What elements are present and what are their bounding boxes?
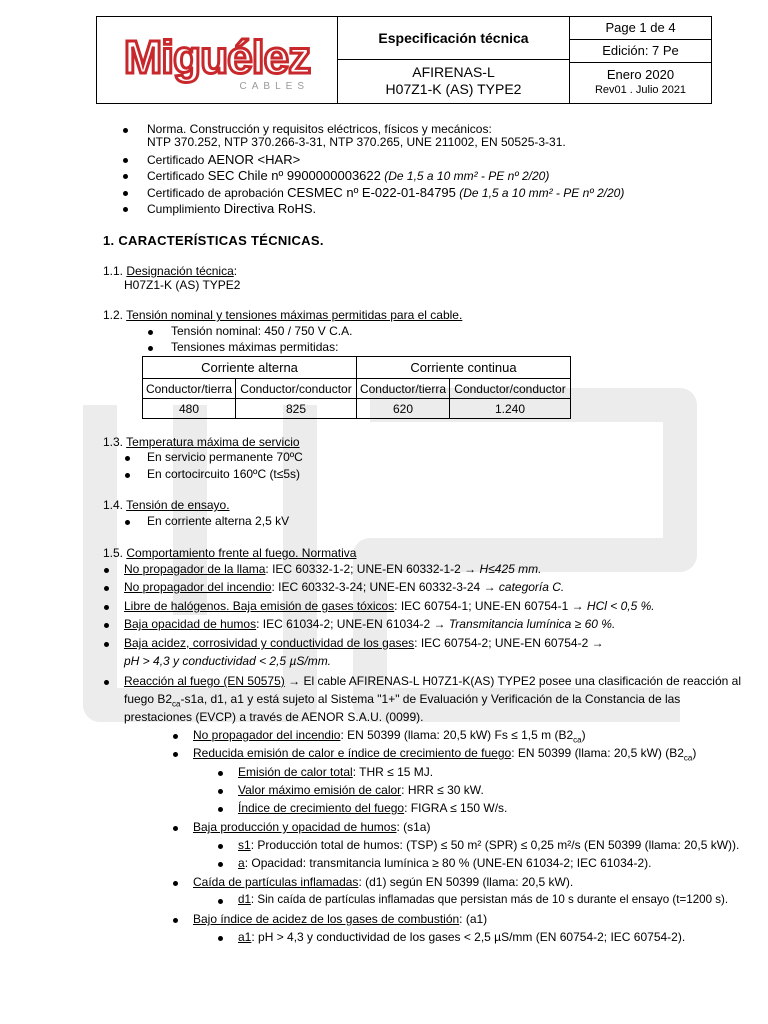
fire-item-2: No propagador del incendio: IEC 60332-3-24; UNE-EN 60332-3-24 → categoría C. bbox=[124, 580, 565, 594]
bullet-icon bbox=[125, 456, 130, 461]
sub-b1: Emisión de calor total: THR ≤ 15 MJ. bbox=[238, 765, 434, 779]
bullet-icon bbox=[218, 936, 223, 941]
rohs: Cumplimiento Directiva RoHS. bbox=[147, 201, 317, 216]
sub-b: Reducida emisión de calor e índice de crecimiento de fuego: EN 50399 (llama: 20,5 kW) $(B2_{ca})$ bbox=[193, 746, 697, 763]
bullet-icon bbox=[148, 346, 153, 351]
bullet-icon bbox=[104, 680, 109, 685]
table-cell: 480 bbox=[143, 399, 236, 419]
bullet-icon bbox=[104, 586, 109, 591]
s12-b2: Tensiones máximas permitidas: bbox=[171, 340, 339, 354]
bullet-icon bbox=[104, 568, 109, 573]
s11-value: H07Z1-K (AS) TYPE2 bbox=[124, 278, 241, 292]
fire-item-3: Libre de halógenos. Baja emisión de gases tóxicos: IEC 60754-1; UNE-EN 60754-1 → HCl < 0,5 %. bbox=[124, 599, 655, 613]
s15-heading: 1.5. Comportamiento frente al fuego. Normativa bbox=[103, 546, 357, 560]
title-cell bbox=[338, 17, 570, 103]
sub-c: Baja producción y opacidad de humos: (s1a) bbox=[193, 820, 431, 834]
fire-item-5: Baja acidez, corrosividad y conductividad de los gases: IEC 60754-2; UNE-EN 60754-2 → bbox=[124, 636, 604, 650]
s13-b1: En servicio permanente 70ºC bbox=[147, 450, 303, 464]
fire-item-5-cont: pH > 4,3 y conductividad < 2,5 µS/mm. bbox=[124, 654, 332, 668]
sub-b3: Índice de crecimiento del fuego: FIGRA ≤ 150 W/s. bbox=[238, 801, 508, 815]
table-row bbox=[143, 379, 571, 399]
bullet-icon bbox=[173, 826, 178, 831]
group-header: Corriente alterna bbox=[143, 357, 357, 379]
sub-e1: a1: pH > 4,3 y conductividad de los gases < 2,5 µS/mm (EN 60754-2; IEC 60754-2). bbox=[238, 930, 686, 944]
table-cell: 825 bbox=[236, 399, 357, 419]
page-number: Page 1 de 4 bbox=[570, 17, 711, 40]
reaccion-line1: Reacción al fuego (EN 50575) → El cable AFIRENAS-L H07Z1-K(AS) TYPE2 posee una clasificación de reacción al bbox=[124, 674, 741, 688]
miguelez-logo bbox=[97, 17, 337, 103]
bullet-icon bbox=[125, 473, 130, 478]
bullet-icon bbox=[123, 158, 128, 163]
column-header: Conductor/conductor bbox=[236, 379, 357, 399]
document-header bbox=[96, 16, 712, 104]
s13-b2: En cortocircuito 160ºC (t≤5s) bbox=[147, 467, 301, 481]
bullet-icon bbox=[218, 807, 223, 812]
fire-item-4: Baja opacidad de humos: IEC 61034-2; UNE-EN 61034-2 → Transmitancia lumínica ≥ 60 %. bbox=[124, 617, 616, 631]
bullet-icon bbox=[218, 862, 223, 867]
table-row bbox=[143, 357, 571, 379]
meta-cell bbox=[570, 17, 711, 103]
bullet-icon bbox=[218, 771, 223, 776]
bullet-icon bbox=[123, 191, 128, 196]
bullet-icon bbox=[218, 899, 223, 904]
sub-d1: d1: Sin caída de partículas inflamadas que persistan más de 10 s durante el ensayo (t=1200 s). bbox=[238, 893, 729, 906]
product-line1: AFIRENAS-L bbox=[412, 64, 495, 80]
s13-heading: 1.3. Temperatura máxima de servicio bbox=[103, 435, 300, 449]
revision: Rev01 . Julio 2021 bbox=[594, 84, 687, 96]
sub-a: No propagador del incendio: EN 50399 (llama: 20,5 kW) Fs ≤ 1,5 m $(B2_{ca})$ bbox=[193, 728, 586, 745]
group-header: Corriente continua bbox=[357, 357, 571, 379]
table-cell: 1.240 bbox=[450, 399, 571, 419]
bullet-icon bbox=[173, 734, 178, 739]
voltage-table bbox=[142, 356, 571, 419]
column-header: Conductor/tierra bbox=[143, 379, 236, 399]
bullet-icon bbox=[123, 207, 128, 212]
sub-e: Bajo índice de acidez de los gases de combustión: (a1) bbox=[193, 912, 488, 926]
section-title: 1. CARACTERÍSTICAS TÉCNICAS. bbox=[103, 233, 324, 248]
s14-b1: En corriente alterna 2,5 kV bbox=[147, 514, 290, 528]
bullet-icon bbox=[104, 605, 109, 610]
date: Enero 2020 bbox=[606, 67, 675, 82]
table-row bbox=[143, 399, 571, 419]
bullet-icon bbox=[173, 918, 178, 923]
reaccion-line2: fuego $B2_{ca}-s1a$, d1, a1 y está sujeto al Sistema "1+" de Evaluación y Verificación de la Constancia de las bbox=[124, 692, 681, 709]
s12-heading: 1.2. Tensión nominal y tensiones máximas permitidas para el cable. bbox=[103, 308, 463, 322]
bullet-icon bbox=[148, 330, 153, 335]
bullet-icon bbox=[104, 623, 109, 628]
bullet-icon bbox=[123, 174, 128, 179]
norma-line2: NTP 370.252, NTP 370.266-3-31, NTP 370.265, UNE 211002, EN 50525-3-31. bbox=[147, 135, 566, 149]
product-name bbox=[338, 60, 569, 103]
bullet-icon bbox=[123, 128, 128, 133]
reaccion-line3: prestaciones (EVCP) a través de AENOR S.A.U. (0099). bbox=[124, 710, 424, 724]
s11-heading: 1.1. Designación técnica: bbox=[103, 264, 238, 278]
bullet-icon bbox=[173, 752, 178, 757]
sub-d: Caída de partículas inflamadas: (d1) según EN 50399 (llama: 20,5 kW). bbox=[193, 875, 574, 889]
bullet-icon bbox=[218, 789, 223, 794]
column-header: Conductor/tierra bbox=[357, 379, 450, 399]
fire-item-1: No propagador de la llama: IEC 60332-1-2; UNE-EN 60332-1-2 → H≤425 mm. bbox=[124, 562, 542, 576]
sub-b2: Valor máximo emisión de calor: HRR ≤ 30 kW. bbox=[238, 783, 484, 797]
logo-sub: CABLES bbox=[239, 81, 309, 92]
column-header: Conductor/conductor bbox=[450, 379, 571, 399]
logo-cell bbox=[97, 17, 338, 103]
logo-word: Miguélez bbox=[123, 31, 311, 83]
bullet-icon bbox=[218, 844, 223, 849]
table-cell: 620 bbox=[357, 399, 450, 419]
cert-cesmec: Certificado de aprobación CESMEC nº E-022-01-84795 (De 1,5 a 10 mm² - PE nº 2/20) bbox=[147, 185, 625, 200]
norma-line1: Norma. Construcción y requisitos eléctricos, físicos y mecánicos: bbox=[147, 122, 492, 136]
cert-aenor: Certificado AENOR <HAR> bbox=[147, 152, 301, 167]
sub-c1: s1: Producción total de humos: (TSP) ≤ 50 m² (SPR) ≤ 0,25 m²/s (EN 50399 (llama: 20,5 kW)). bbox=[238, 838, 740, 852]
sub-c2: a: Opacidad: transmitancia lumínica ≥ 80 % (UNE-EN 61034-2; IEC 61034-2). bbox=[238, 856, 652, 870]
product-line2: H07Z1-K (AS) TYPE2 bbox=[385, 81, 522, 97]
s14-heading: 1.4. Tensión de ensayo. bbox=[103, 498, 230, 512]
bullet-icon bbox=[104, 642, 109, 647]
bullet-icon bbox=[173, 881, 178, 886]
bullet-icon bbox=[125, 520, 130, 525]
doc-type: Especificación técnica bbox=[338, 17, 569, 60]
edition: Edición: 7 Pe bbox=[570, 40, 711, 63]
s12-b1: Tensión nominal: 450 / 750 V C.A. bbox=[171, 324, 353, 338]
cert-sec: Certificado SEC Chile nº 9900000003622 (De 1,5 a 10 mm² - PE nº 2/20) bbox=[147, 168, 550, 183]
